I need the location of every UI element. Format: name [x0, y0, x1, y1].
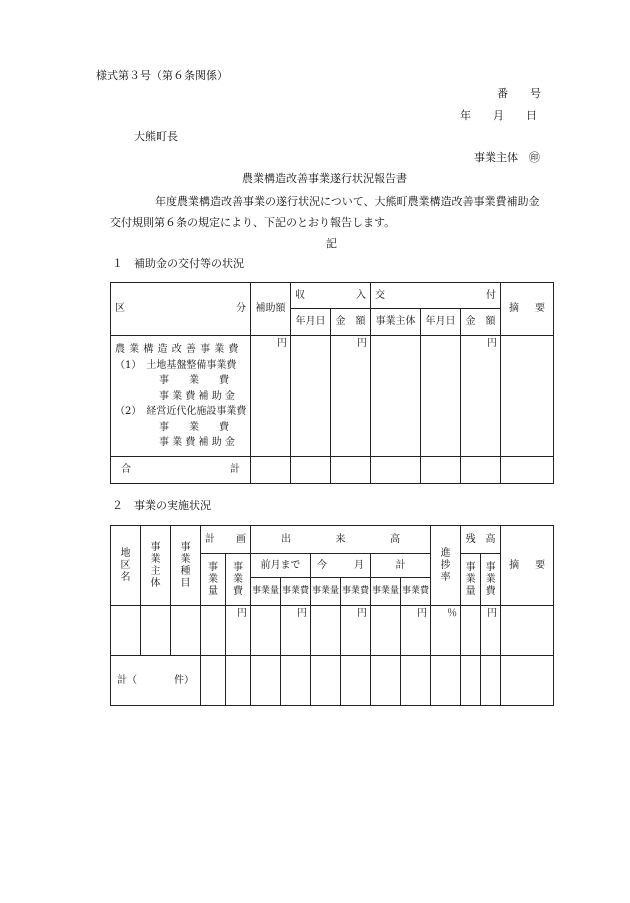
list-item: 事 業 費 補 助 金	[159, 390, 235, 402]
data-cell	[291, 457, 331, 484]
header-kei-ryo: 事業量	[371, 578, 401, 606]
data-cell	[501, 457, 554, 484]
data-cell	[371, 606, 401, 656]
header-keikaku: 計 画	[201, 526, 251, 554]
data-cell	[501, 656, 554, 706]
yen-unit: 円	[341, 606, 371, 656]
header-shunyu-amount: 金 額	[331, 309, 371, 336]
data-cell	[281, 656, 311, 706]
data-cell	[501, 336, 554, 457]
yen-unit: 円	[401, 606, 431, 656]
header-kongetsu-hi: 事業費	[341, 578, 371, 606]
yen-unit: 円	[481, 606, 501, 656]
ki-label: 記	[326, 237, 337, 250]
header-zengetsu-ryo: 事業量	[251, 578, 281, 606]
data-cell	[421, 336, 461, 457]
header-kei-hi: 事業費	[401, 578, 431, 606]
header-shutai: 事 業 主 体	[141, 526, 171, 606]
header-chiku: 地 区 名	[111, 526, 141, 606]
total-count-label: 計（ 件）	[111, 656, 201, 706]
item-list	[111, 336, 251, 457]
body-text-line1: 年度農業構造改善事業の遂行状況について、大熊町農業構造改善事業費補助金	[155, 195, 540, 208]
data-cell	[341, 656, 371, 706]
header-kei: 計	[371, 554, 431, 578]
data-cell	[371, 336, 421, 457]
data-cell	[421, 457, 461, 484]
header-shunyu: 収 入	[291, 283, 371, 309]
data-cell	[111, 606, 141, 656]
header-zan-ryo: 事 業 量	[461, 554, 481, 606]
header-tekiyo: 摘 要	[501, 283, 554, 336]
header-zengetsu: 前月まで	[251, 554, 311, 578]
document-number-label: 番 号	[497, 87, 541, 100]
data-cell	[201, 606, 226, 656]
data-cell	[171, 606, 201, 656]
header-shumoku: 事 業 種 目	[171, 526, 201, 606]
data-cell	[371, 656, 401, 706]
list-item: （2） 経営近代化施設事業費	[115, 406, 247, 417]
header-keikaku-hi: 事 業 費	[226, 554, 251, 606]
list-item: 事 業 費 補 助 金	[159, 437, 235, 448]
data-cell	[461, 606, 481, 656]
list-item: 事 業 費	[159, 375, 229, 386]
yen-unit: 円	[281, 606, 311, 656]
header-tekiyo: 摘 要	[501, 526, 554, 606]
subsidy-table	[110, 282, 554, 484]
header-kofu-entity: 事業主体	[371, 309, 421, 336]
header-shunyu-date: 年月日	[291, 309, 331, 336]
list-item: （1） 土地基盤整備事業費	[115, 359, 237, 371]
header-kofu-date: 年月日	[421, 309, 461, 336]
yen-unit: 円	[226, 606, 251, 656]
header-zan-hi: 事 業 費	[481, 554, 501, 606]
data-cell	[311, 656, 341, 706]
header-zengetsu-hi: 事業費	[281, 578, 311, 606]
yen-unit: 円	[461, 336, 501, 457]
header-kongetsu: 今 月	[311, 554, 371, 578]
data-cell	[481, 656, 501, 706]
data-cell	[201, 656, 226, 706]
document-title: 農業構造改善事業遂行状況報告書	[242, 172, 407, 185]
data-cell	[251, 457, 291, 484]
data-cell	[251, 606, 281, 656]
data-cell	[141, 606, 171, 656]
data-cell	[226, 656, 251, 706]
date-label: 年 月 日	[460, 109, 537, 122]
percent-unit: ％	[431, 606, 461, 656]
header-shinchoku: 進 捗 率	[431, 526, 461, 606]
section1-title: １ 補助金の交付等の状況	[112, 257, 244, 270]
header-hojogaku: 補助額	[251, 283, 291, 336]
data-cell	[371, 457, 421, 484]
data-cell	[461, 457, 501, 484]
section2-title: ２ 事業の実施状況	[112, 499, 211, 512]
data-cell	[401, 656, 431, 706]
header-kubun: 区 分	[111, 283, 251, 336]
header-keikaku-ryo: 事 業 量	[201, 554, 226, 606]
applicant-label: 事業主体 ㊞	[474, 151, 540, 164]
data-cell	[331, 457, 371, 484]
header-kofu-amount: 金 額	[461, 309, 501, 336]
body-text-line2: 交付規則第６条の規定により、下記のとおり報告します。	[110, 216, 396, 229]
data-cell	[501, 606, 554, 656]
yen-unit: 円	[331, 336, 371, 457]
header-kofu: 交 付	[371, 283, 501, 309]
data-cell	[311, 606, 341, 656]
implementation-table	[110, 525, 554, 706]
addressee: 大熊町長	[134, 130, 178, 143]
header-zandaka: 残 高	[461, 526, 501, 554]
list-item: 農 業 構 造 改 善 事 業 費	[115, 344, 239, 355]
total-label: 合 計	[111, 457, 251, 484]
data-cell	[291, 336, 331, 457]
header-dekidaka: 出 来 高	[251, 526, 431, 554]
header-kongetsu-ryo: 事業量	[311, 578, 341, 606]
form-number-label: 様式第３号（第６条関係）	[96, 69, 228, 82]
data-cell	[251, 656, 281, 706]
list-item: 事 業 費	[159, 421, 229, 433]
yen-unit: 円	[251, 336, 291, 457]
data-cell	[461, 656, 481, 706]
data-cell	[431, 656, 461, 706]
